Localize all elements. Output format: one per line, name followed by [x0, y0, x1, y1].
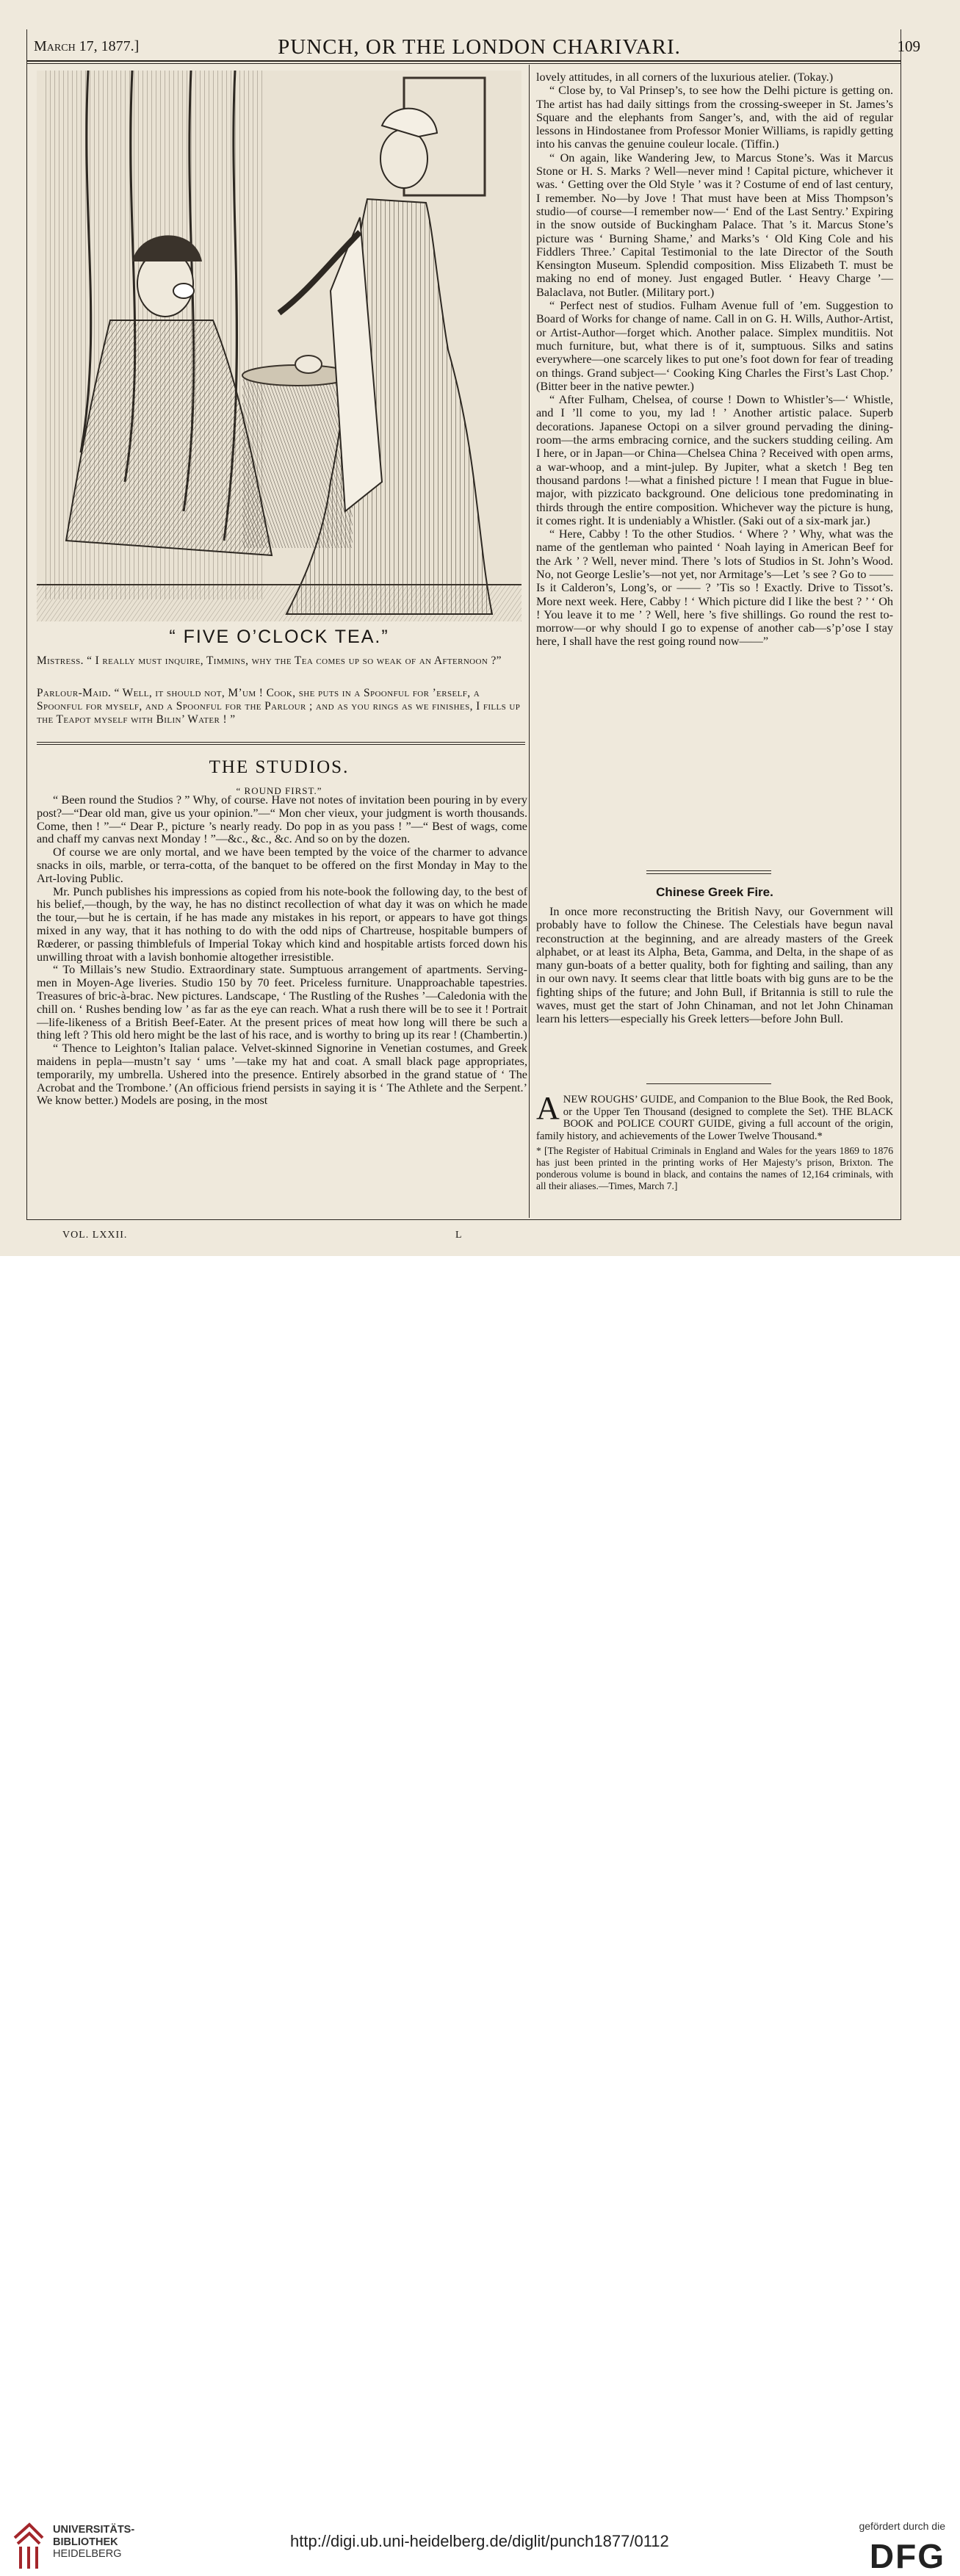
header-rule — [26, 60, 901, 62]
article-paragraph: “ Perfect nest of studios. Fulham Avenue full of ’em. Suggestion to Board of Works for change of name. Call in on G. H. Wills, Author-Artist, or Artist-Author—forget which. Another palace. Simplex munditiis. Not much furniture, but, what there is of it, sumptuous. Silks and satins everywhere—one scarcely likes to put one’s foot down for fear of treading on things. Grand subject—‘ Cooking King Charles the First’s Last Chop.’ (Bitter beer in the native pewter.) — [536, 299, 893, 393]
article-paragraph: “ Here, Cabby ! To the other Studios. ‘ Where ? ’ Why, what was the name of the gentleman who painted ‘ Noah laying in American Beef for the Ark ’ ? Well, never mind. There ’s lots of Studios in St. John’s Wood. No, not George Leslie’s—not yet, nor Armitage’s—Let ’s see ? Go to —— Is it Calderon’s, Long’s, or —— ? ’Tis so ! Exactly. Drive to Tissot’s. More next week. Here, Cabby ! ‘ Which picture did I like the best ? ’ ‘ Oh ! You leave it to me ’ ? Well, here ’s five shillings. Go round the rest to-morrow—or why should I go to expense of another cab—s’p’ose I stay here, I shall have the rest going round now——” — [536, 527, 893, 649]
caption-parlour-maid: Parlour-Maid. “ Well, it should not, M’um ! Cook, she puts in a Spoonful for ’erself, a Spoonful for myself, and a Spoonful for the Parlour ; and as you rings as we finishes, I fills up the Teapot myself with Bilin’ Water ! ” — [37, 687, 521, 726]
section-rule — [646, 1083, 771, 1084]
article-paragraph: lovely attitudes, in all corners of the luxurious atelier. (Tokay.) — [536, 71, 834, 84]
chinese-greek-fire-article — [536, 905, 893, 1026]
page-header — [29, 35, 929, 57]
drop-cap: A — [536, 1090, 560, 1126]
article-paragraph: “ Close by, to Val Prinsep’s, to see how the Delhi picture is getting on. The artist has had daily sittings from the crossing-sweeper in St. James’s Square and the elephants from Sanger’s, and, with the aid of regular lessons in Hindostanee from Professor Monier Williams, is rapidly getting into his canvas the genuine couleur locale. (Tiffin.) — [536, 84, 893, 151]
dfg-logo: DFG — [869, 2537, 945, 2575]
section-rule — [646, 870, 771, 871]
header-rule-thin — [26, 63, 901, 64]
chinese-greek-fire-title: Chinese Greek Fire. — [656, 885, 773, 899]
studios-article-continued — [536, 71, 893, 649]
studios-subtitle: “ ROUND FIRST.” — [236, 785, 322, 796]
newspaper-page — [0, 0, 960, 1256]
article-paragraph: “ On again, like Wandering Jew, to Marcus Stone’s. Was it Marcus Stone or H. S. Marks ? Well—never mind ! Capital picture, whichever it was. ‘ Getting over the Old Style ’ was it ? Costume of end of last century, I remember. No—by Jove ! That must have been at Miss Thompson’s studio—of course—I remember now—‘ End of the Last Sentry.’ Expiring in the snow outside of Buckingham Palace. That ’s it. Marcus Stone’s picture was ‘ Burning Shame,’ and Marks’s ‘ Old King Cole and his Fiddlers Three.’ Capital Testimonial to the late Director of the South Kensington Museum. Splendid composition. Miss Elizabeth T. must be making no end of money. Just engaged Butler. ‘ Heavy Charge ’—Balaclava, not Butler. (Military port.) — [536, 151, 893, 299]
article-paragraph: Of course we are only mortal, and we have been tempted by the voice of the charmer to advance snacks in oils, marble, or terra-cotta, of the banquet to be offered on the first Monday in May to the Art-loving Public. — [37, 845, 527, 885]
studios-title: THE STUDIOS. — [209, 757, 350, 777]
issue-date: March 17, 1877.] — [34, 38, 140, 54]
university-library-logo-icon — [12, 2522, 46, 2572]
section-rule-2 — [646, 873, 771, 874]
advertisement-text: NEW ROUGHS’ GUIDE, and Companion to the Blue Book, the Red Book, or the Upper Ten Thousand (designed to complete the Set). THE BLACK BOOK and POLICE COURT GUIDE, giving a full account of the origin, family history, and achievements of the Lower Twelve Thousand.* — [536, 1094, 893, 1142]
engraving-drawing — [37, 71, 521, 621]
caption-mistress: Mistress. “ I really must inquire, Timmins, why the Tea comes up so weak of an Afternoon ?” — [37, 654, 502, 667]
page-number: 109 — [897, 37, 920, 55]
article-paragraph: Mr. Punch publishes his impressions as copied from his note-book the following day, to the best of his belief,—though, by the way, he has no distinct recollection of what day it was on which he made the tour,—but he is certain, if he has made any mistakes in his report, or appears to have got things mixed in any way, that it has nothing to do with the odd nips of Chartreuse, hospitable bumpers of Rœderer, or passing thimblefuls of Imperial Tokay which kind and hospitable artists forced down his unwilling throat with a lavish bonhomie altogether irresistible. — [37, 884, 527, 964]
article-paragraph: In once more reconstructing the British Navy, our Government will probably have to follow the Chinese. The Celestials have begun naval reconstruction at the beginning, and are already masters of the Greek alphabet, or at least its Alpha, Beta, Gamma, and Delta, in the shape of as many gun-boats of a better quality, both for fighting and sailing, than any in our own navy. It seems clear that little boats with big guns are to be the fighting ships of the future; and John Bull, if Britannia is still to rule the waves, must get the start of John Chinaman, and not let John Chinaman learn his letters—especially his Greek letters—before John Bull. — [536, 905, 893, 1026]
permalink-url[interactable]: http://digi.ub.uni-heidelberg.de/diglit/punch1877/0112 — [290, 2532, 669, 2550]
caption-rule — [37, 742, 525, 743]
article-paragraph: “ To Millais’s new Studio. Extraordinary state. Sumptuous arrangement of apartments. Serving-men in Moyen-Age liveries. Studio 150 by 70 feet. Priceless furniture. Unapproachable tapestries. Treasures of bric-à-brac. New pictures. Landscape, ‘ The Rustling of the Rushes ’—Caledonia with the chill on. ‘ Rushes bending low ’ as far as the eye can reach. What a rush there will be to see it ! Portrait—life-likeness of a British Beef-Eater. At the present prices of meat how long will there be such a thing left ? This old hero might be the last of his race, and is worthy to bring up its rear ! (Chambertin.) — [37, 963, 527, 1042]
column-divider — [529, 65, 530, 1218]
article-paragraph: “ Thence to Leighton’s Italian palace. Velvet-skinned Signorine in Venetian costumes, and Greek maidens in pepla—mustn’t say ‘ ums ’—take my hat and coat. A small black page appropriates, temporarily, my umbrella. Ushered into the presence. Entirely absorbed in the grand statue of ‘ The Acrobat and the Trombone.’ (An officious friend persists in saying it is ‘ The Athlete and the Serpent.’ We know better.) Models are posing, in the most — [37, 1042, 527, 1108]
new-roughs-guide-item — [536, 1090, 893, 1192]
page-frame-left — [26, 29, 27, 1219]
volume-label: VOL. LXXII. — [62, 1230, 128, 1241]
institution-line: UNIVERSITÄTS- — [53, 2524, 135, 2536]
advertisement-footnote: * [The Register of Habitual Criminals in England and Wales for the years 1869 to 1876 has just been printed in the printing works of Her Majesty’s prison, Brixton. The ponderous volume is bound in black, and contains the names of 12,164 criminals, with all their aliases.—Times, March 7.] — [536, 1145, 893, 1191]
signature-mark: L — [455, 1230, 462, 1241]
institution-line: HEIDELBERG — [53, 2548, 122, 2560]
masthead-title: PUNCH, OR THE LONDON CHARIVARI. — [278, 35, 681, 59]
illustration-title: “ FIVE O’CLOCK TEA.” — [169, 627, 389, 647]
funding-label: gefördert durch die — [859, 2520, 945, 2532]
article-paragraph: “ After Fulham, Chelsea, of course ! Down to Whistler’s—‘ Whistle, and I ’ll come to you, my lad ! ’ Another artistic palace. Superb decorations. Japanese Octopi on a silver ground pervading the dining-room—the arms embracing cornice, and the suckers studding ceiling. Am I here, or in Japan—or China—Chelsea China ? Received with open arms, a war-whoop, and a mint-julep. By Jupiter, what a sketch ! Beg ten thousand pardons !—what a finished picture ! I mean that Fugue in blue-major, with pizzicato background. One delicious tone predominating in thirds through the entire composition. Whichever way the picture is hung, it comes right. It is undeniably a Whistler. (Saki out of a six-mark jar.) — [536, 393, 893, 527]
digitization-bar — [0, 1256, 960, 2575]
article-paragraph: “ Been round the Studios ? ” Why, of course. Have not notes of invitation been pouring in by every post?—“Dear old man, give us your opinion.”—“ Mon cher vieux, your judgment is worth thousands. Come, then ! ”—“ Dear P., picture ’s nearly ready. Do pop in as you pass ! ”—“ Best of wags, come and chaff my canvas next Monday ! ”—&c., &c., &c. And so on by the dozen. — [37, 793, 527, 846]
institution-name — [53, 2524, 134, 2561]
caption-rule-2 — [37, 744, 525, 745]
footer-rule — [26, 1219, 901, 1220]
studios-article — [37, 794, 527, 1108]
institution-line: BIBLIOTHEK — [53, 2536, 118, 2548]
five-oclock-tea-illustration — [37, 71, 521, 621]
